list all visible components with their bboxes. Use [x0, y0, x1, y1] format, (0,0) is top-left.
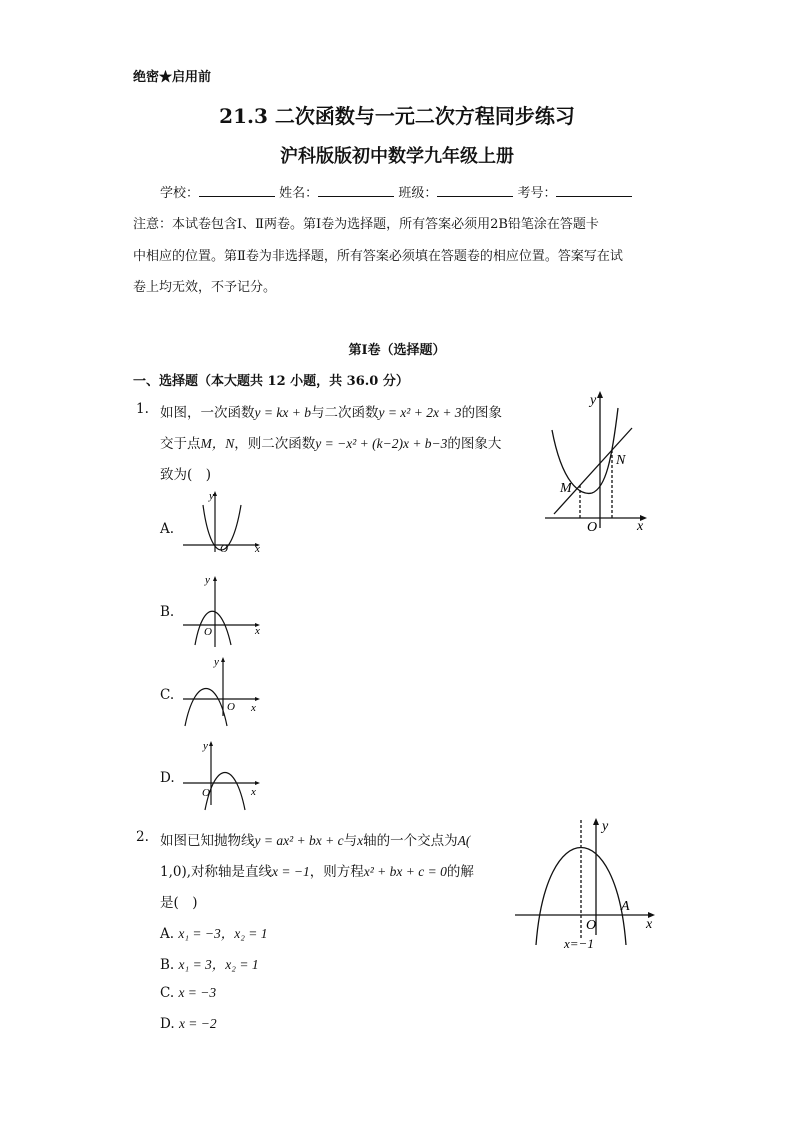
q1-line-1: [160, 401, 502, 421]
fig-m-label: M: [560, 481, 572, 496]
q1-option-b[interactable]: B.: [160, 604, 175, 620]
q2-option-c[interactable]: [160, 985, 216, 1001]
volume-title: 第Ⅰ卷（选择题）: [348, 343, 446, 358]
notice-line-1: 注意：本试卷包含Ⅰ、Ⅱ两卷。第Ⅰ卷为选择题，所有答案必须用2B铅笔涂在答题卡: [133, 217, 599, 232]
q1-text: ，则二次函数: [234, 436, 316, 452]
option-text: x₁ = 3，x₂ = 1: [178, 957, 259, 972]
part-title: 一、选择题（本大题共 12 小题，共 36.0 分）: [133, 374, 409, 389]
q2-figure: [510, 815, 660, 955]
exam-no-blank[interactable]: [556, 184, 632, 197]
fig-axis-label: x=−1: [564, 936, 594, 951]
q2-option-a[interactable]: [160, 922, 268, 942]
opt-y-label: y: [209, 490, 214, 502]
opt-o-label: O: [202, 787, 210, 799]
q1-formula: y = x² + 2x + 3: [378, 405, 462, 420]
notice-line-3: 卷上均无效，不予记分。: [133, 280, 277, 295]
q2-formula: x = −1: [272, 864, 310, 879]
q2-option-b[interactable]: [160, 953, 259, 973]
q1-text: 与二次函数: [310, 405, 379, 421]
fig-o-label: O: [587, 520, 598, 535]
q2-option-d[interactable]: [160, 1016, 217, 1032]
q2-formula: y = ax² + bx + c: [254, 833, 344, 848]
opt-y-label: y: [214, 656, 219, 668]
info-fields: [160, 182, 632, 201]
option-text: x₁ = −3，x₂ = 1: [178, 926, 268, 941]
fig-a-label: A: [621, 899, 630, 914]
name-blank[interactable]: [318, 184, 394, 197]
q1-option-d-graph[interactable]: [183, 740, 268, 815]
secret-label: 绝密★启用前: [133, 70, 212, 85]
school-label: 学校：: [160, 186, 200, 201]
q1-option-c[interactable]: C.: [160, 687, 175, 703]
option-letter: C.: [160, 985, 175, 1001]
opt-o-label: O: [204, 626, 212, 638]
q1-option-d[interactable]: D.: [160, 770, 175, 786]
school-blank[interactable]: [199, 184, 275, 197]
q2-text: 轴的一个交点为: [363, 833, 458, 849]
q1-main-figure: [540, 388, 660, 538]
opt-o-label: O: [220, 543, 228, 555]
fig-x-label: x: [646, 917, 653, 932]
class-label: 班级：: [398, 186, 438, 201]
opt-y-label: y: [205, 574, 210, 586]
opt-o-label: O: [227, 701, 235, 713]
option-letter: D.: [160, 1016, 175, 1032]
q2-formula: A(: [457, 833, 471, 848]
page-subtitle: 沪科版版初中数学九年级上册: [280, 146, 514, 167]
q2-text: ，则方程: [309, 864, 364, 880]
fig-x-label: x: [637, 519, 644, 534]
y-arrow: [597, 391, 603, 398]
line-kx-b: [554, 428, 632, 514]
q1-option-c-graph[interactable]: [183, 656, 268, 728]
q1-option-b-graph[interactable]: [183, 575, 268, 647]
option-text: x = −3: [178, 985, 217, 1000]
y-arrow: [593, 818, 599, 825]
q2-text: 如图已知抛物线: [160, 833, 255, 849]
q2-text: 与: [343, 833, 358, 849]
q2-line-3: 是( ): [160, 895, 198, 911]
q1-formula: y = −x² + (k−2)x + b−3: [315, 436, 448, 451]
q1-text: 如图，一次函数: [160, 405, 255, 421]
fig-o-label: O: [586, 918, 597, 933]
fig-y-label: y: [602, 819, 609, 834]
q1-line-3: 致为( ): [160, 467, 212, 483]
option-letter: B.: [160, 957, 175, 973]
opt-x-label: x: [255, 625, 260, 637]
exam-no-label: 考号：: [517, 186, 557, 201]
class-blank[interactable]: [437, 184, 513, 197]
page-title: 21.3 二次函数与一元二次方程同步练习: [219, 104, 575, 128]
q1-text: 的图象: [461, 405, 503, 421]
q2-line-2: [160, 860, 474, 880]
notice-line-2: 中相应的位置。第Ⅱ卷为非选择题，所有答案必须填在答题卷的相应位置。答案写在试: [133, 249, 623, 264]
q1-option-a-graph[interactable]: [183, 490, 268, 555]
q1-formula: M，N: [200, 436, 235, 451]
option-text: x = −2: [178, 1016, 217, 1031]
q2-formula: x: [357, 833, 364, 848]
q2-line-1: [160, 829, 470, 849]
opt-y-label: y: [203, 740, 208, 752]
q1-number: 1.: [136, 401, 149, 417]
q2-text: 1,0): [160, 864, 187, 880]
fig-n-label: N: [616, 453, 626, 468]
opt-x-label: x: [251, 786, 256, 798]
q1-line-2: [160, 432, 501, 452]
opt-x-label: x: [255, 543, 260, 555]
fig-y-label: y: [590, 393, 597, 408]
q1-text: 的图象大: [447, 436, 502, 452]
q2-formula: x² + bx + c = 0: [363, 864, 447, 879]
q2-number: 2.: [136, 829, 149, 845]
q2-text: ,对称轴是直线: [186, 864, 273, 880]
q1-text: 交于点: [160, 436, 201, 452]
option-letter: A.: [160, 926, 175, 942]
q2-text: 的解: [446, 864, 474, 880]
q1-formula: y = kx + b: [254, 405, 311, 420]
opt-x-label: x: [251, 702, 256, 714]
name-label: 姓名：: [279, 186, 319, 201]
q1-option-a[interactable]: A.: [160, 521, 175, 537]
